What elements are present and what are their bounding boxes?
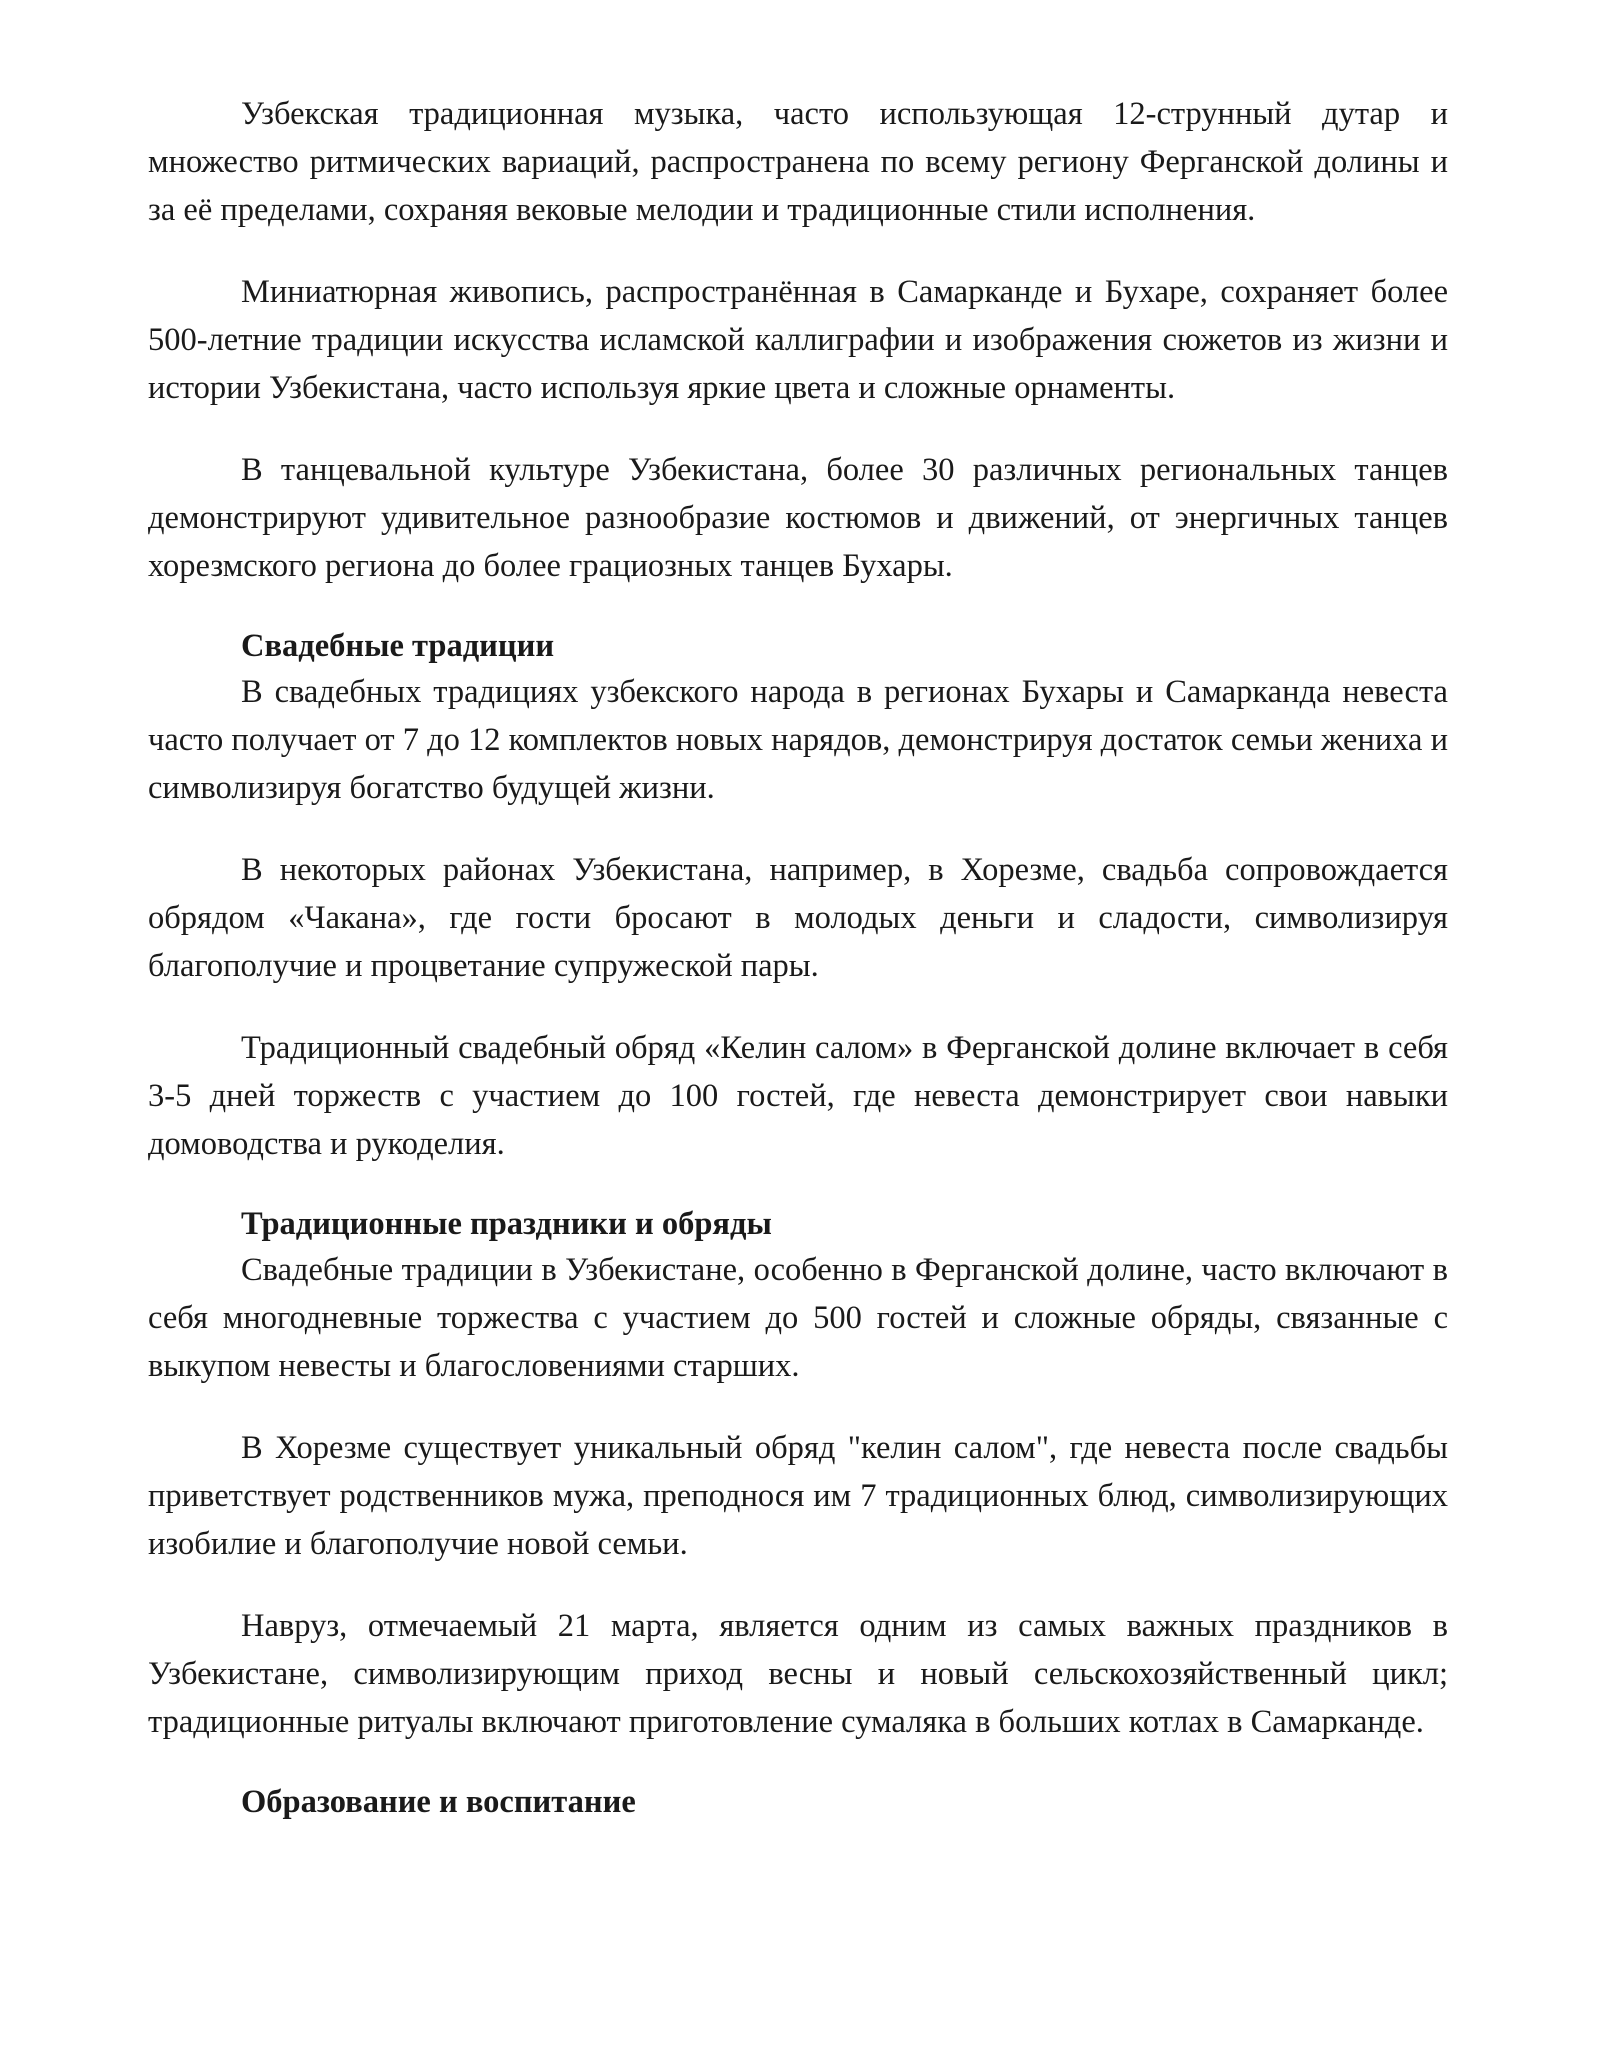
section-heading-holidays: Традиционные праздники и обряды	[241, 1206, 772, 1242]
document-page	[148, 90, 1448, 1824]
paragraph-dance: В танцевальной культуре Узбекистана, более 30 различных региональных танцев демонстрируют удивительное разнообразие костюмов и движений, от энергичных танцев хорезмского региона до более грациозных танцев Бухары.	[148, 452, 1448, 584]
paragraph-wedding-outfits: В свадебных традициях узбекского народа в регионах Бухары и Самарканда невеста часто получает от 7 до 12 комплектов новых нарядов, демонстрируя достаток семьи жениха и символизируя богатство будущей жизни.	[148, 674, 1448, 806]
paragraph-miniature-painting: Миниатюрная живопись, распространённая в Самарканде и Бухаре, сохраняет более 500-летние традиции искусства исламской каллиграфии и изображения сюжетов из жизни и истории Узбекистана, часто используя яркие цвета и сложные орнаменты.	[148, 274, 1448, 406]
section-heading-wedding: Свадебные традиции	[241, 628, 555, 664]
paragraph-music: Узбекская традиционная музыка, часто использующая 12-струнный дутар и множество ритмических вариаций, распространена по всему региону Ферганской долины и за её пределами, сохраняя вековые мелодии и традиционные стили исполнения.	[148, 96, 1448, 228]
paragraph-holidays-weddings: Свадебные традиции в Узбекистане, особенно в Ферганской долине, часто включают в себя многодневные торжества с участием до 500 гостей и сложные обряды, связанные с выкупом невесты и благословениями старших.	[148, 1252, 1448, 1384]
section-heading-education: Образование и воспитание	[241, 1784, 636, 1820]
paragraph-holidays-khorezm: В Хорезме существует уникальный обряд "келин салом", где невеста после свадьбы приветствует родственников мужа, преподнося им 7 традиционных блюд, символизирующих изобилие и благополучие новой семьи.	[148, 1430, 1448, 1562]
paragraph-wedding-chakana: В некоторых районах Узбекистана, например, в Хорезме, свадьба сопровождается обрядом «Чакана», где гости бросают в молодых деньги и сладости, символизируя благополучие и процветание супружеской пары.	[148, 852, 1448, 984]
paragraph-wedding-kelin-salom: Традиционный свадебный обряд «Келин салом» в Ферганской долине включает в себя 3-5 дней торжеств с участием до 100 гостей, где невеста демонстрирует свои навыки домоводства и рукоделия.	[148, 1030, 1448, 1162]
paragraph-holidays-navruz: Навруз, отмечаемый 21 марта, является одним из самых важных праздников в Узбекистане, символизирующим приход весны и новый сельскохозяйственный цикл; традиционные ритуалы включают приготовление сумаляка в больших котлах в Самарканде.	[148, 1608, 1448, 1740]
